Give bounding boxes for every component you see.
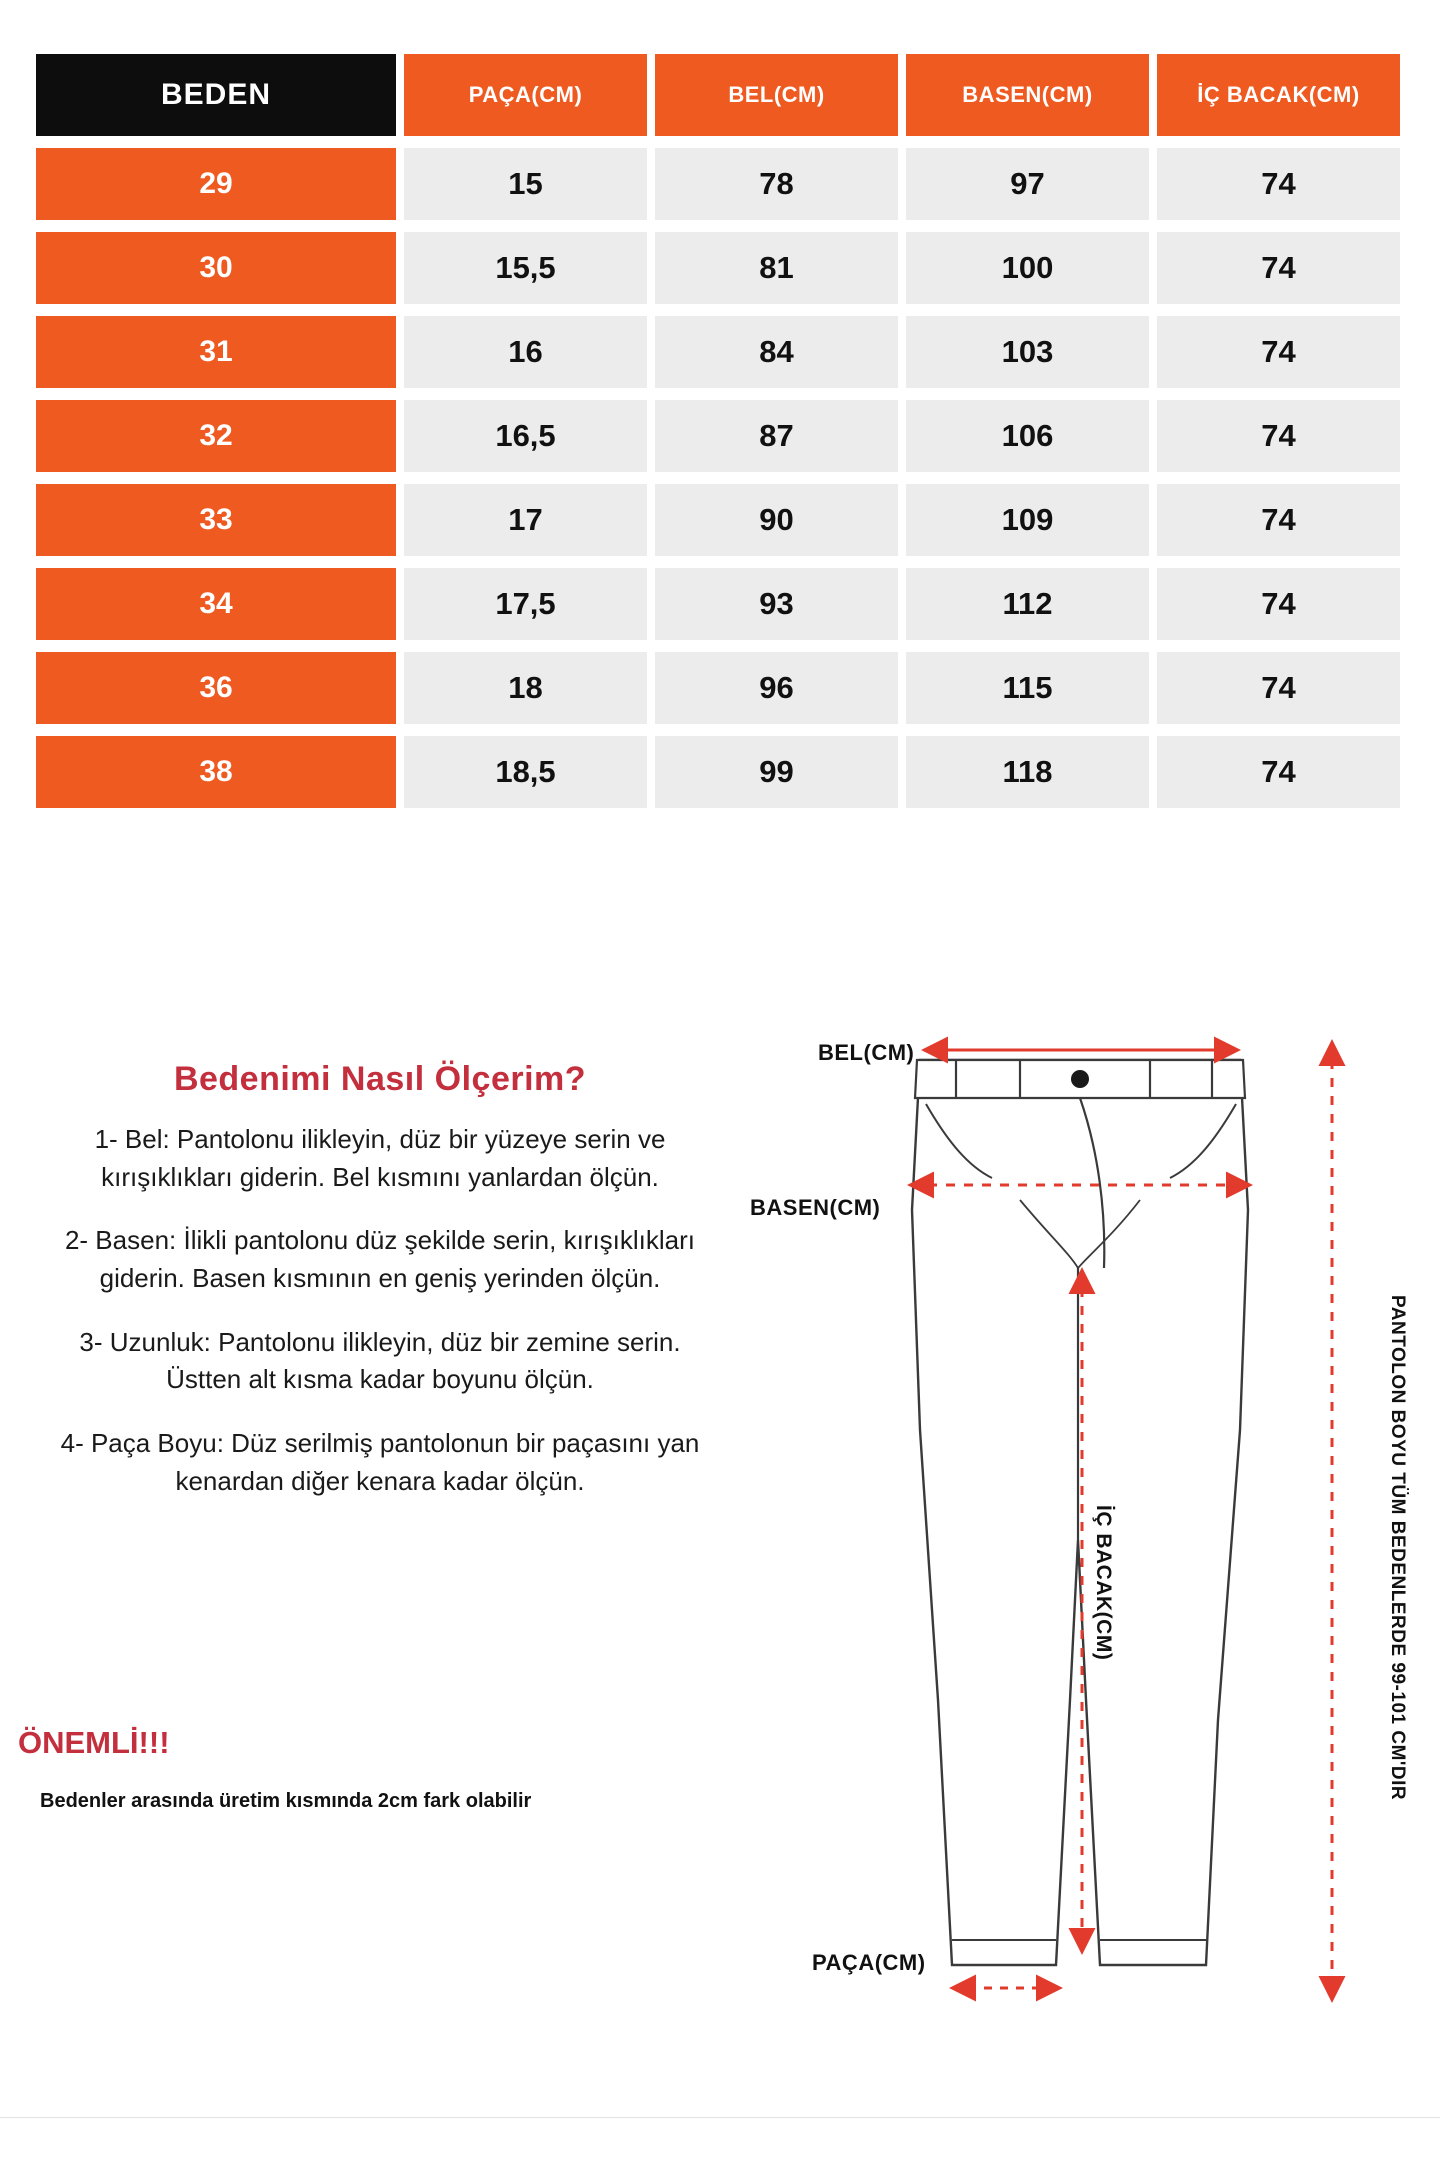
cell-ic-bacak: 74 (1157, 736, 1400, 808)
cell-ic-bacak: 74 (1157, 484, 1400, 556)
table-header-row (36, 54, 1400, 136)
cell-paca: 17,5 (404, 568, 647, 640)
column-header-paca: PAÇA(CM) (404, 54, 647, 136)
important-title: ÖNEMLİ!!! (18, 1725, 170, 1760)
cell-bel: 78 (655, 148, 898, 220)
table-row (36, 400, 1400, 472)
cell-bel: 81 (655, 232, 898, 304)
size-table-container (28, 42, 1408, 820)
cell-paca: 15 (404, 148, 647, 220)
diagram-label-paca: PAÇA(CM) (812, 1950, 926, 1975)
measure-step-4: 4- Paça Boyu: Düz serilmiş pantolonun bir paçasını yan kenardan diğer kenara kadar ölçün. (60, 1428, 700, 1496)
column-header-ic-bacak: İÇ BACAK(CM) (1157, 54, 1400, 136)
table-row (36, 484, 1400, 556)
cell-bel: 84 (655, 316, 898, 388)
cell-basen: 112 (906, 568, 1149, 640)
cell-size: 33 (36, 484, 396, 556)
cell-ic-bacak: 74 (1157, 400, 1400, 472)
table-row (36, 568, 1400, 640)
size-table-header (36, 54, 1400, 136)
cell-paca: 17 (404, 484, 647, 556)
cell-size: 38 (36, 736, 396, 808)
diagram-label-bel: BEL(CM) (818, 1040, 915, 1065)
cell-bel: 99 (655, 736, 898, 808)
cell-ic-bacak: 74 (1157, 652, 1400, 724)
cell-bel: 87 (655, 400, 898, 472)
diagram-label-pantolon-boyu: PANTOLON BOYU TÜM BEDENLERDE 99-101 CM'DIR (1387, 1295, 1408, 1801)
size-table (28, 42, 1408, 820)
cell-size: 31 (36, 316, 396, 388)
cell-size: 30 (36, 232, 396, 304)
cell-basen: 118 (906, 736, 1149, 808)
cell-basen: 97 (906, 148, 1149, 220)
cell-ic-bacak: 74 (1157, 568, 1400, 640)
cell-size: 36 (36, 652, 396, 724)
cell-ic-bacak: 74 (1157, 148, 1400, 220)
cell-size: 32 (36, 400, 396, 472)
diagram-label-ic-bacak: İÇ BACAK(CM) (1092, 1505, 1115, 1661)
cell-size: 34 (36, 568, 396, 640)
cell-bel: 96 (655, 652, 898, 724)
table-row (36, 232, 1400, 304)
cell-size: 29 (36, 148, 396, 220)
cell-basen: 115 (906, 652, 1149, 724)
cell-basen: 106 (906, 400, 1149, 472)
trousers-illustration (720, 1000, 1440, 2060)
cell-basen: 109 (906, 484, 1149, 556)
measure-step-3: 3- Uzunluk: Pantolonu ilikleyin, düz bir zemine serin. Üstten alt kısma kadar boyunu ölçün. (79, 1326, 681, 1395)
cell-paca: 16,5 (404, 400, 647, 472)
cell-basen: 100 (906, 232, 1149, 304)
how-to-measure-section (0, 1000, 1440, 2100)
measure-step-1: 1- Bel: Pantolonu ilikleyin, düz bir yüzeye serin ve kırışıklıkları giderin. Bel kısmını yanlardan ölçün. (94, 1124, 666, 1192)
table-row (36, 148, 1400, 220)
table-row (36, 316, 1400, 388)
column-header-bel: BEL(CM) (655, 54, 898, 136)
measure-step-2: 2- Basen: İlikli pantolonu düz şekilde serin, kırışıklıkları giderin. Basen kısmının en geniş yerinden ölçün. (64, 1225, 696, 1294)
table-row (36, 652, 1400, 724)
table-row (36, 736, 1400, 808)
size-table-body (36, 148, 1400, 808)
cell-basen: 103 (906, 316, 1149, 388)
cell-paca: 18 (404, 652, 647, 724)
diagram-label-basen: BASEN(CM) (750, 1195, 881, 1220)
column-header-beden: BEDEN (36, 54, 396, 136)
how-to-measure-text (20, 1060, 740, 1527)
cell-paca: 18,5 (404, 736, 647, 808)
cell-ic-bacak: 74 (1157, 232, 1400, 304)
cell-bel: 93 (655, 568, 898, 640)
cell-bel: 90 (655, 484, 898, 556)
trousers-diagram (720, 1000, 1440, 2060)
how-to-measure-title: Bedenimi Nasıl Ölçerim? (173, 1060, 587, 1098)
column-header-basen: BASEN(CM) (906, 54, 1149, 136)
cell-paca: 16 (404, 316, 647, 388)
important-note: Bedenler arasında üretim kısmında 2cm fark olabilir (40, 1790, 532, 1812)
footer-divider (0, 2117, 1440, 2160)
cell-paca: 15,5 (404, 232, 647, 304)
cell-ic-bacak: 74 (1157, 316, 1400, 388)
